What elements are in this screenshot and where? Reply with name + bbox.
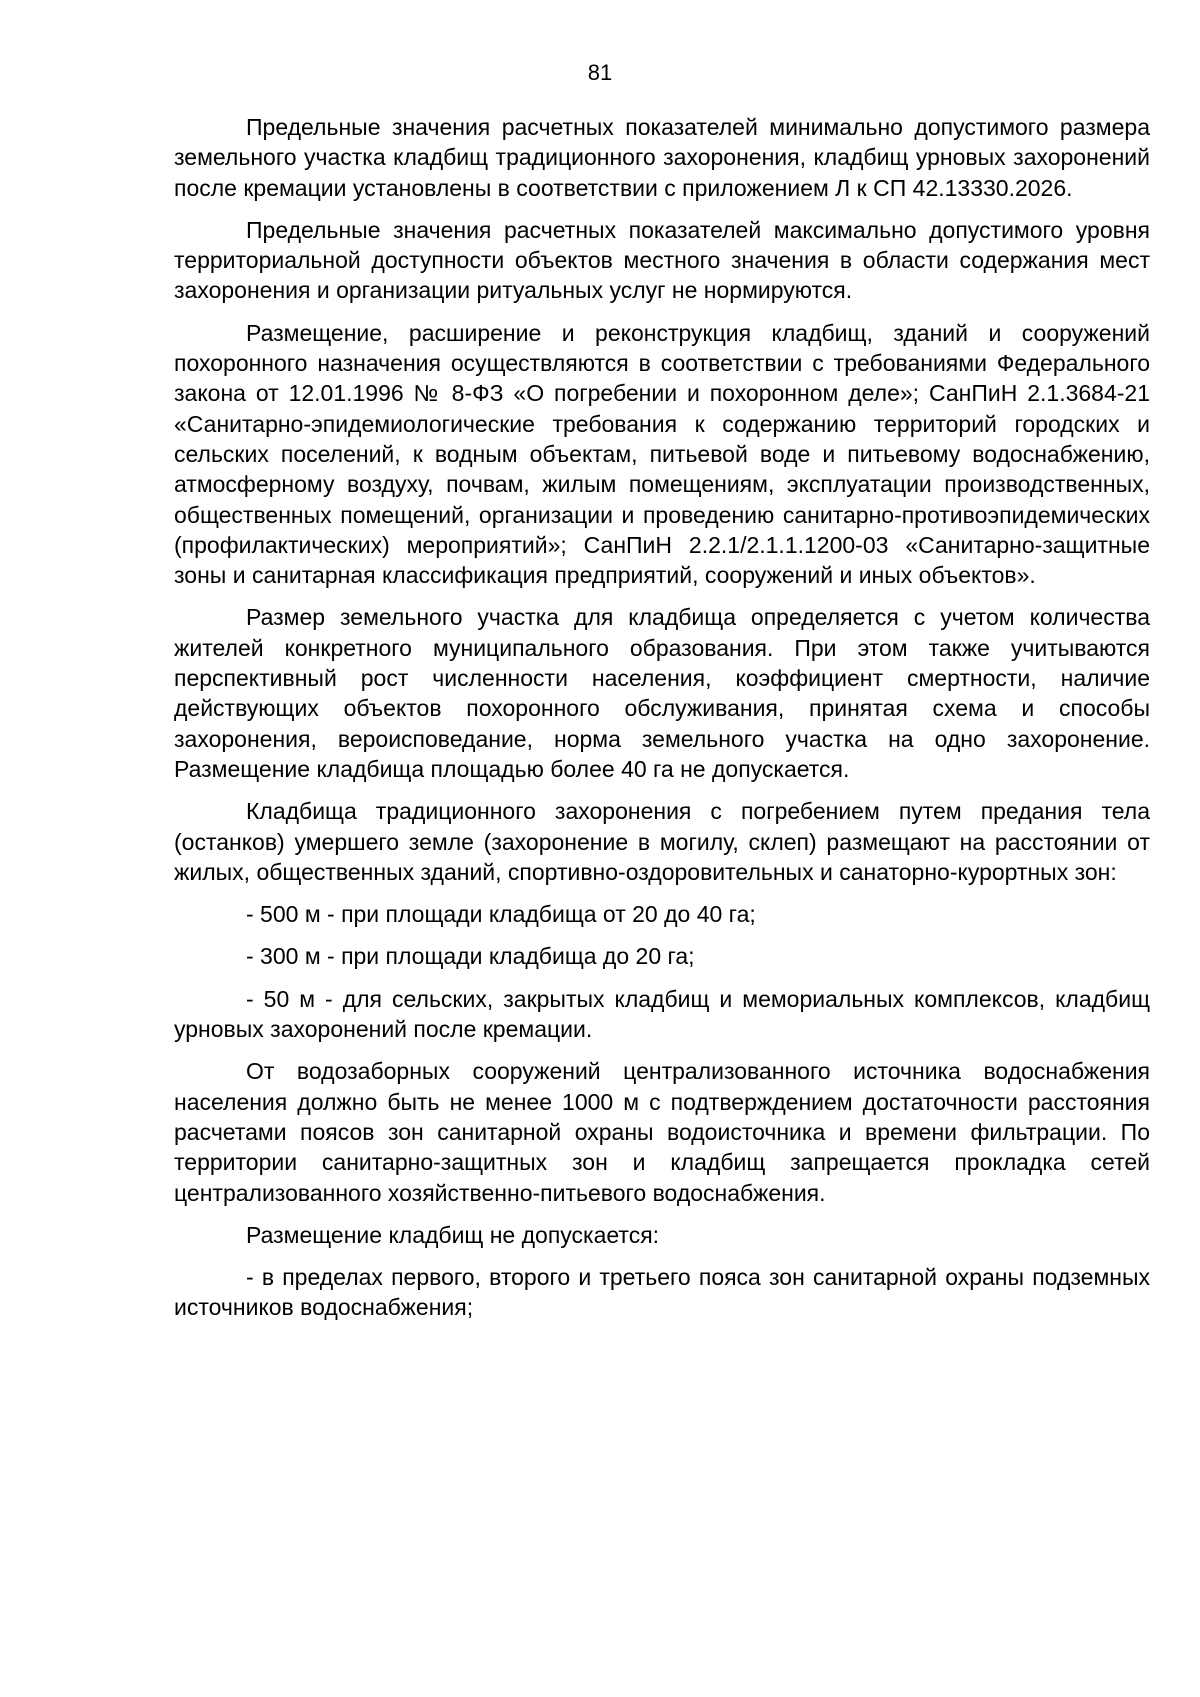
paragraph-placement-requirements: Размещение, расширение и реконструкция кладбищ, зданий и сооружений похоронного назначения осуществляются в соответствии с требованиями Федерального закона от 12.01.1996 № 8-ФЗ «О погребении и похоронном деле»; СанПиН 2.1.3684-21 «Санитарно-эпидемиологические требования к содержанию территорий городских и сельских поселений, к водным объектам, питьевой воде и питьевому водоснабжению, атмосферному воздуху, почвам, жилым помещениям, эксплуатации производственных, общественных помещений, организации и проведению санитарно-противоэпидемических (профилактических) мероприятий»; СанПиН 2.2.1/2.1.1.1200-03 «Санитарно-защитные зоны и санитарная классификация предприятий, сооружений и иных объектов».	[174, 319, 1150, 589]
paragraph-land-size-limits: Предельные значения расчетных показателей минимально допустимого размера земельного участка кладбищ традиционного захоронения, кладбищ урновых захоронений после кремации установлены в соответствии с приложением Л к СП 42.13330.2026.	[174, 114, 1150, 201]
list-item-sanitary-zones: - в пределах первого, второго и третьего пояса зон санитарной охраны подземных источников водоснабжения;	[174, 1264, 1150, 1321]
paragraph-accessibility-limits: Предельные значения расчетных показателей максимально допустимого уровня территориальной доступности объектов местного значения в области содержания мест захоронения и организации ритуальных услуг не нормируются.	[174, 216, 1150, 304]
list-item-300m: - 300 м - при площади кладбища до 20 га;	[246, 943, 695, 970]
paragraph-placement-prohibited: Размещение кладбищ не допускается:	[246, 1221, 660, 1248]
paragraph-cemetery-land-size: Размер земельного участка для кладбища определяется с учетом количества жителей конкретного муниципального образования. При этом также учитываются перспективный рост численности населения, коэффициент смертности, наличие действующих объектов похоронного обслуживания, принятая схема и способы захоронения, вероисповедание, норма земельного участка на одно захоронение. Размещение кладбища площадью более 40 га не допускается.	[174, 604, 1150, 782]
list-item-50m: - 50 м - для сельских, закрытых кладбищ и мемориальных комплексов, кладбищ урновых захоронений после кремации.	[174, 985, 1150, 1043]
document-body	[174, 112, 1150, 1335]
paragraph-traditional-burial-distances: Кладбища традиционного захоронения с погребением путем предания тела (останков) умершего земле (захоронение в могилу, склеп) размещают на расстоянии от жилых, общественных зданий, спортивно-оздоровительных и санаторно-курортных зон:	[174, 798, 1150, 885]
paragraph-water-intake-distance: От водозаборных сооружений централизованного источника водоснабжения населения должно быть не менее 1000 м с подтверждением достаточности расстояния расчетами поясов зон санитарной охраны водоисточника и времени фильтрации. По территории санитарно-защитных зон и кладбищ запрещается прокладка сетей централизованного хозяйственно-питьевого водоснабжения.	[174, 1058, 1150, 1206]
page-number: 81	[587, 60, 613, 85]
list-item-500m: - 500 м - при площади кладбища от 20 до 40 га;	[246, 901, 756, 928]
